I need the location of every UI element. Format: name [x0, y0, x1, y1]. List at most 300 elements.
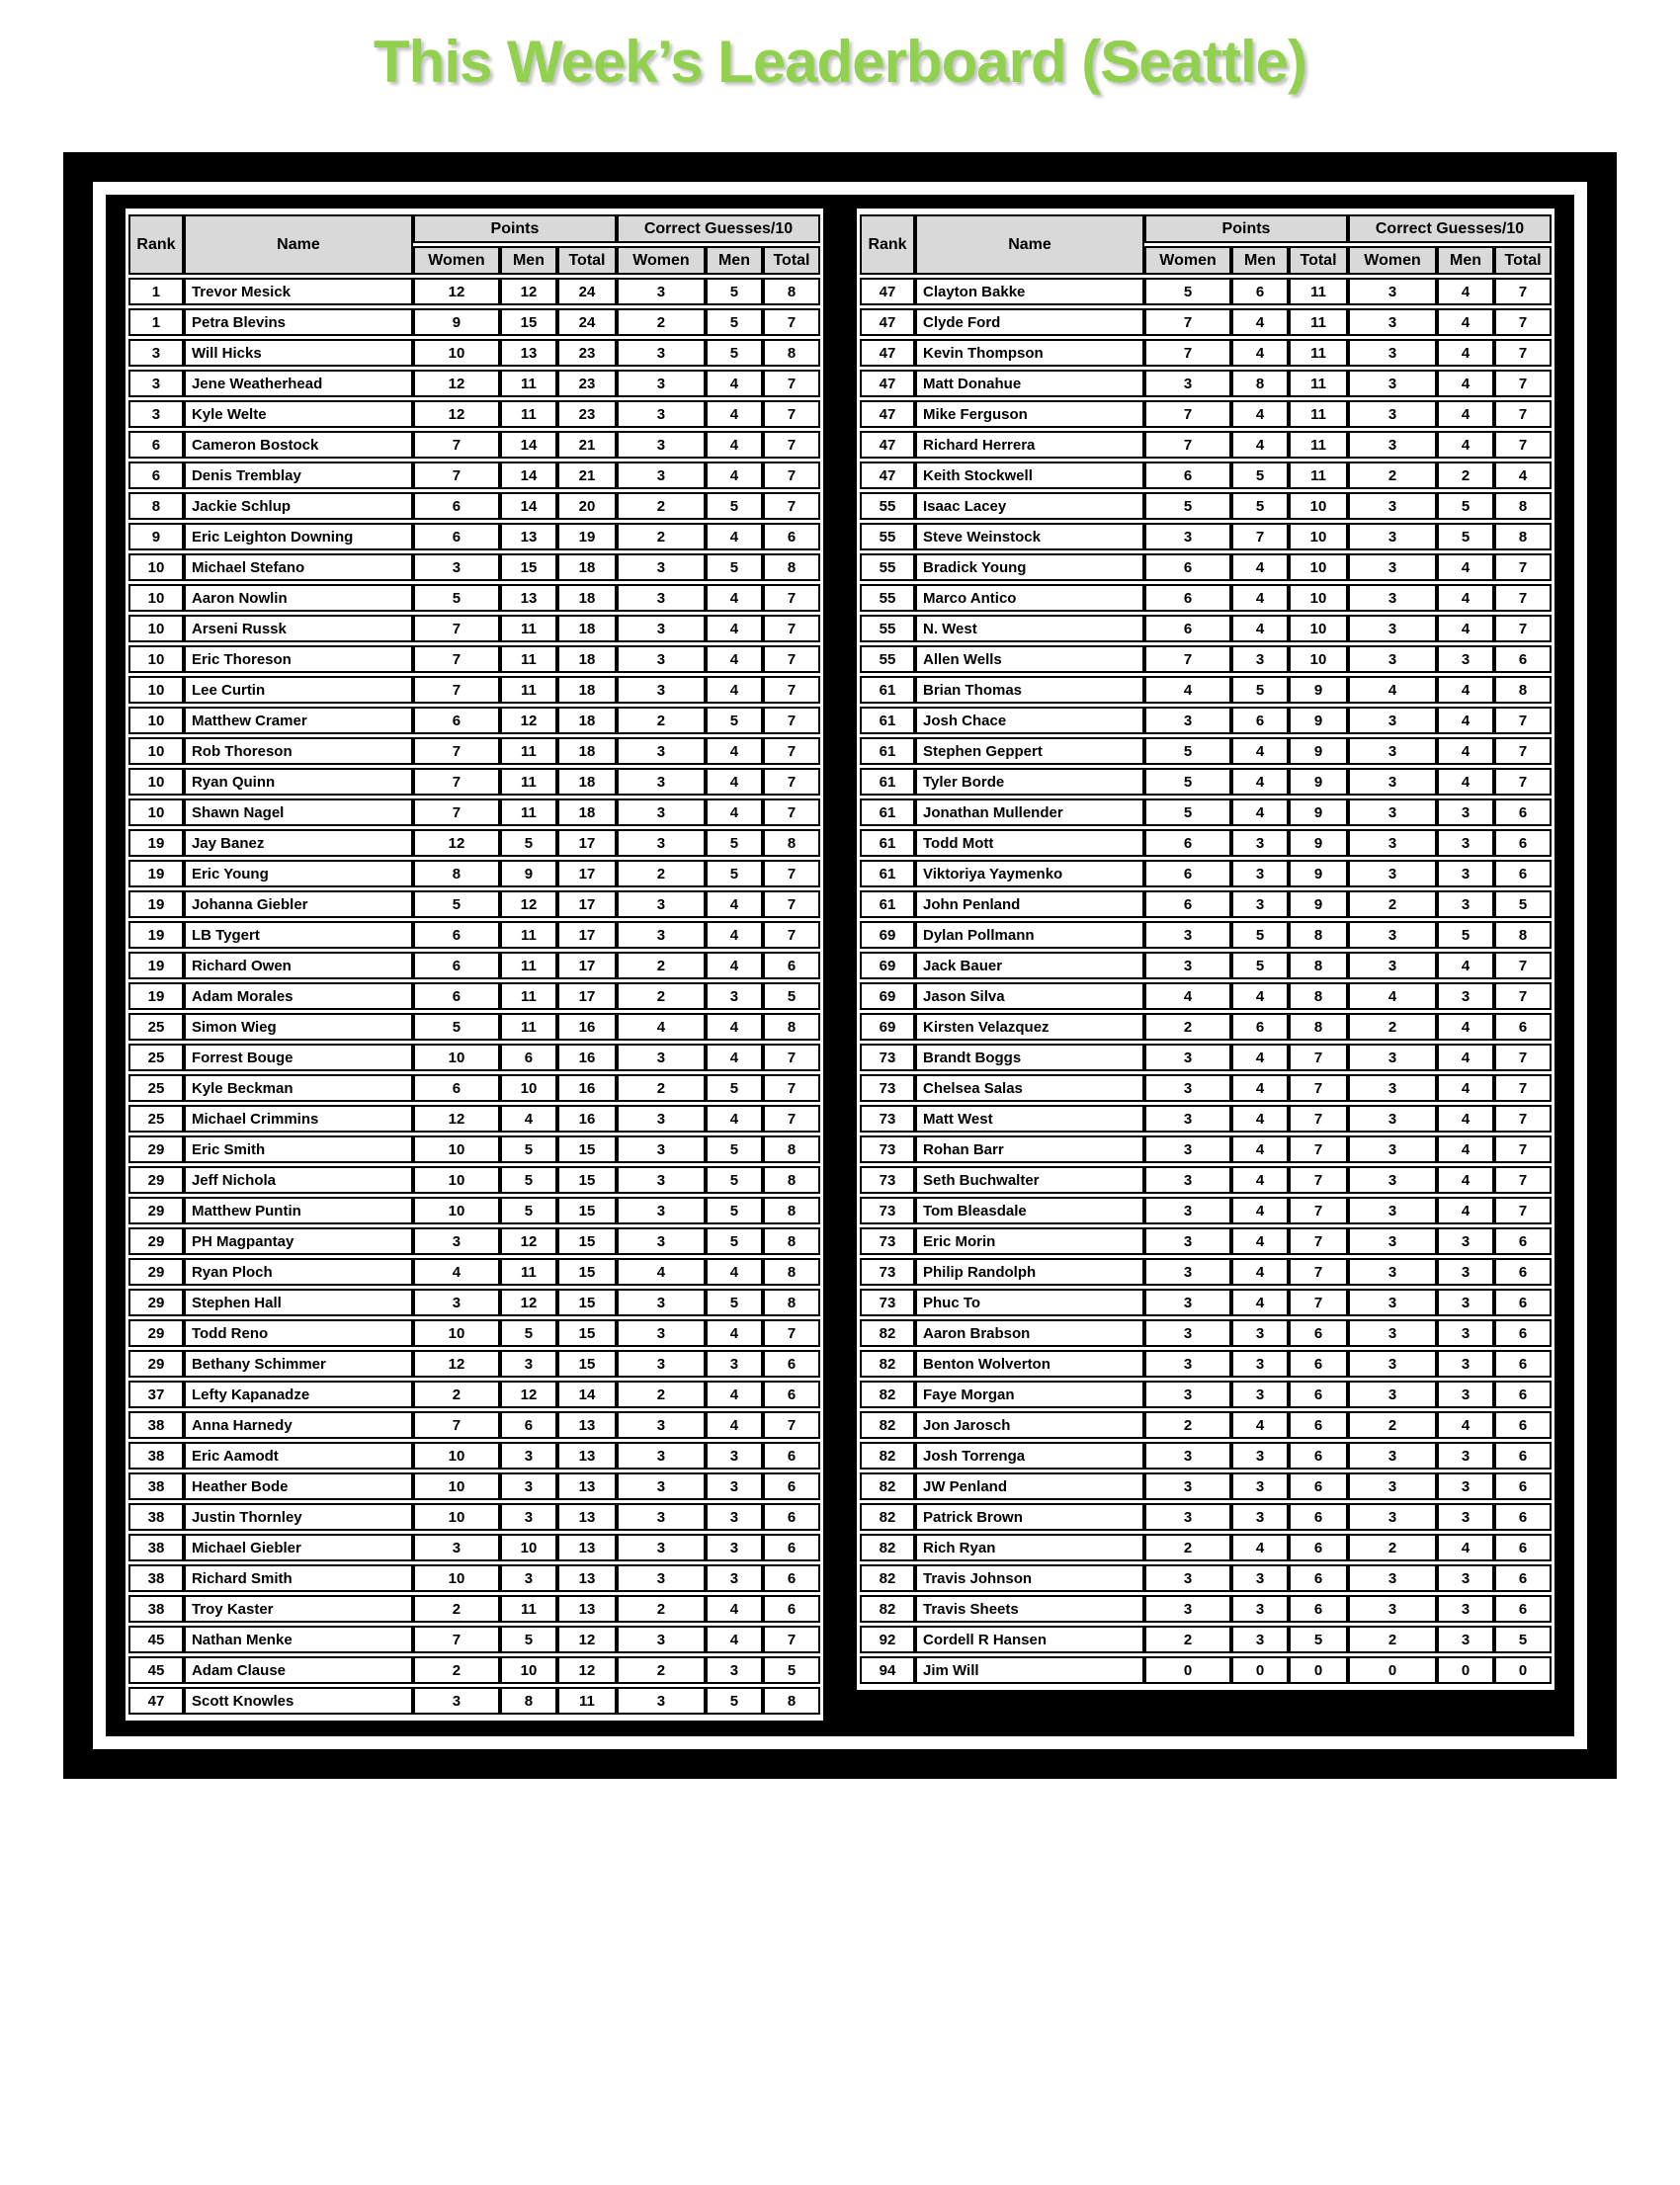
cell-points-women: 3 — [1144, 1289, 1231, 1316]
cell-points-women: 3 — [1144, 1074, 1231, 1102]
cell-points-women: 5 — [1144, 798, 1231, 826]
cell-points-men: 4 — [1231, 737, 1289, 765]
cell-guesses-men: 4 — [706, 584, 763, 612]
cell-guesses-women: 3 — [1348, 921, 1437, 949]
table-row — [860, 829, 1552, 857]
header-sub-points-total: Total — [557, 246, 617, 275]
cell-points-men: 0 — [1231, 1656, 1289, 1684]
table-row — [128, 676, 820, 704]
cell-guesses-total: 7 — [1494, 952, 1552, 979]
cell-points-women: 6 — [1144, 553, 1231, 581]
cell-points-women: 2 — [413, 1595, 500, 1623]
cell-rank: 19 — [128, 921, 184, 949]
header-name: Name — [184, 214, 413, 275]
cell-points-total: 6 — [1289, 1564, 1348, 1592]
cell-name: Jonathan Mullender — [915, 798, 1144, 826]
cell-name: Travis Sheets — [915, 1595, 1144, 1623]
cell-points-total: 9 — [1289, 676, 1348, 704]
cell-rank: 61 — [860, 890, 915, 918]
cell-points-total: 6 — [1289, 1411, 1348, 1439]
cell-points-total: 15 — [557, 1319, 617, 1347]
cell-points-women: 2 — [413, 1381, 500, 1408]
table-row — [128, 370, 820, 397]
table-row — [128, 1595, 820, 1623]
cell-guesses-total: 7 — [1494, 553, 1552, 581]
cell-rank: 6 — [128, 462, 184, 489]
cell-points-women: 3 — [1144, 921, 1231, 949]
cell-points-women: 3 — [1144, 1442, 1231, 1470]
cell-name: Johanna Giebler — [184, 890, 413, 918]
cell-name: Josh Torrenga — [915, 1442, 1144, 1470]
cell-name: Tom Bleasdale — [915, 1197, 1144, 1224]
cell-points-women: 3 — [1144, 1564, 1231, 1592]
cell-guesses-men: 3 — [1437, 860, 1494, 887]
cell-guesses-women: 3 — [617, 645, 706, 673]
cell-guesses-women: 4 — [1348, 676, 1437, 704]
table-row — [860, 676, 1552, 704]
cell-points-total: 16 — [557, 1074, 617, 1102]
cell-guesses-total: 7 — [763, 645, 820, 673]
cell-guesses-total: 7 — [763, 1626, 820, 1653]
cell-points-men: 4 — [1231, 400, 1289, 428]
cell-points-women: 5 — [413, 890, 500, 918]
cell-guesses-women: 3 — [617, 462, 706, 489]
cell-points-men: 4 — [1231, 1227, 1289, 1255]
cell-points-total: 21 — [557, 462, 617, 489]
cell-guesses-total: 6 — [763, 952, 820, 979]
cell-points-men: 11 — [500, 982, 557, 1010]
cell-points-men: 11 — [500, 676, 557, 704]
cell-guesses-total: 6 — [1494, 1258, 1552, 1286]
cell-guesses-men: 4 — [1437, 431, 1494, 459]
cell-points-men: 3 — [500, 1503, 557, 1531]
cell-guesses-men: 4 — [1437, 952, 1494, 979]
cell-guesses-women: 2 — [617, 707, 706, 734]
cell-guesses-men: 4 — [1437, 370, 1494, 397]
cell-guesses-men: 4 — [1437, 1044, 1494, 1071]
cell-guesses-men: 5 — [706, 860, 763, 887]
leaderboard-table-right — [860, 211, 1552, 1687]
cell-guesses-women: 3 — [1348, 1044, 1437, 1071]
cell-guesses-men: 4 — [706, 952, 763, 979]
cell-points-women: 5 — [1144, 737, 1231, 765]
cell-name: N. West — [915, 615, 1144, 642]
cell-points-total: 11 — [1289, 431, 1348, 459]
cell-rank: 38 — [128, 1503, 184, 1531]
cell-name: Eric Young — [184, 860, 413, 887]
cell-guesses-total: 7 — [763, 615, 820, 642]
cell-name: Isaac Lacey — [915, 492, 1144, 520]
cell-points-men: 15 — [500, 308, 557, 336]
cell-name: Brian Thomas — [915, 676, 1144, 704]
cell-guesses-men: 4 — [706, 1013, 763, 1041]
cell-guesses-women: 3 — [617, 1166, 706, 1194]
cell-guesses-men: 5 — [706, 339, 763, 367]
cell-points-total: 17 — [557, 952, 617, 979]
cell-points-men: 4 — [1231, 1289, 1289, 1316]
cell-points-women: 9 — [413, 308, 500, 336]
cell-points-women: 7 — [413, 431, 500, 459]
cell-guesses-total: 7 — [1494, 707, 1552, 734]
cell-name: LB Tygert — [184, 921, 413, 949]
cell-guesses-women: 3 — [617, 339, 706, 367]
cell-points-total: 24 — [557, 278, 617, 305]
cell-guesses-men: 4 — [706, 615, 763, 642]
cell-points-women: 2 — [1144, 1626, 1231, 1653]
cell-points-men: 14 — [500, 462, 557, 489]
cell-rank: 25 — [128, 1074, 184, 1102]
cell-guesses-total: 7 — [763, 1105, 820, 1133]
table-row — [860, 278, 1552, 305]
cell-guesses-men: 5 — [706, 829, 763, 857]
cell-guesses-total: 6 — [1494, 860, 1552, 887]
cell-points-total: 15 — [557, 1227, 617, 1255]
cell-name: Brandt Boggs — [915, 1044, 1144, 1071]
table-row — [860, 1289, 1552, 1316]
cell-points-men: 6 — [500, 1411, 557, 1439]
cell-name: PH Magpantay — [184, 1227, 413, 1255]
cell-guesses-men: 4 — [1437, 615, 1494, 642]
cell-points-men: 4 — [1231, 1411, 1289, 1439]
cell-points-women: 12 — [413, 400, 500, 428]
cell-points-total: 8 — [1289, 982, 1348, 1010]
cell-guesses-women: 3 — [1348, 1197, 1437, 1224]
table-row — [128, 1503, 820, 1531]
table-row — [860, 798, 1552, 826]
cell-points-women: 3 — [1144, 1595, 1231, 1623]
cell-points-men: 11 — [500, 645, 557, 673]
cell-guesses-men: 3 — [706, 1472, 763, 1500]
cell-guesses-women: 3 — [1348, 737, 1437, 765]
cell-points-total: 23 — [557, 400, 617, 428]
cell-points-women: 12 — [413, 370, 500, 397]
cell-name: Seth Buchwalter — [915, 1166, 1144, 1194]
cell-name: Will Hicks — [184, 339, 413, 367]
header-guesses-group: Correct Guesses/10 — [617, 214, 820, 243]
cell-points-women: 10 — [413, 339, 500, 367]
cell-guesses-total: 5 — [1494, 1626, 1552, 1653]
table-row — [128, 1105, 820, 1133]
cell-name: Travis Johnson — [915, 1564, 1144, 1592]
cell-guesses-men: 4 — [1437, 1074, 1494, 1102]
cell-guesses-total: 6 — [1494, 1319, 1552, 1347]
cell-guesses-men: 3 — [1437, 1227, 1494, 1255]
table-row — [128, 1472, 820, 1500]
cell-guesses-women: 3 — [1348, 645, 1437, 673]
table-row — [860, 1656, 1552, 1684]
table-row — [860, 860, 1552, 887]
table-row — [128, 1656, 820, 1684]
cell-name: Cameron Bostock — [184, 431, 413, 459]
table-row — [860, 400, 1552, 428]
cell-guesses-men: 5 — [706, 1197, 763, 1224]
cell-rank: 10 — [128, 584, 184, 612]
cell-name: John Penland — [915, 890, 1144, 918]
cell-rank: 19 — [128, 982, 184, 1010]
cell-guesses-women: 3 — [617, 400, 706, 428]
cell-guesses-women: 3 — [1348, 707, 1437, 734]
cell-rank: 47 — [860, 462, 915, 489]
table-row — [128, 645, 820, 673]
cell-points-men: 4 — [1231, 798, 1289, 826]
cell-rank: 10 — [128, 798, 184, 826]
cell-rank: 55 — [860, 523, 915, 550]
table-row — [128, 339, 820, 367]
cell-name: Eric Leighton Downing — [184, 523, 413, 550]
table-row — [860, 1166, 1552, 1194]
cell-points-total: 18 — [557, 676, 617, 704]
cell-points-men: 8 — [1231, 370, 1289, 397]
cell-points-men: 13 — [500, 584, 557, 612]
cell-points-men: 3 — [1231, 1442, 1289, 1470]
cell-rank: 61 — [860, 768, 915, 796]
cell-points-women: 5 — [1144, 278, 1231, 305]
cell-points-total: 13 — [557, 1564, 617, 1592]
cell-name: Michael Crimmins — [184, 1105, 413, 1133]
cell-guesses-women: 3 — [617, 1626, 706, 1653]
cell-points-total: 14 — [557, 1381, 617, 1408]
cell-name: Todd Reno — [184, 1319, 413, 1347]
cell-guesses-total: 8 — [763, 1687, 820, 1715]
table-row — [128, 1319, 820, 1347]
table-row — [860, 1013, 1552, 1041]
cell-name: Kyle Beckman — [184, 1074, 413, 1102]
cell-guesses-women: 3 — [617, 737, 706, 765]
table-header — [860, 214, 1552, 275]
cell-guesses-total: 8 — [763, 1197, 820, 1224]
cell-guesses-women: 3 — [617, 676, 706, 704]
cell-points-men: 15 — [500, 553, 557, 581]
cell-points-total: 9 — [1289, 798, 1348, 826]
cell-points-men: 4 — [1231, 615, 1289, 642]
cell-guesses-women: 3 — [617, 768, 706, 796]
cell-points-total: 23 — [557, 339, 617, 367]
cell-guesses-total: 6 — [1494, 645, 1552, 673]
cell-points-total: 12 — [557, 1656, 617, 1684]
cell-points-women: 2 — [413, 1656, 500, 1684]
cell-rank: 47 — [860, 431, 915, 459]
header-sub-points-men: Men — [1231, 246, 1289, 275]
cell-points-women: 3 — [1144, 1350, 1231, 1378]
cell-points-women: 10 — [413, 1564, 500, 1592]
table-row — [128, 1197, 820, 1224]
cell-guesses-women: 2 — [617, 860, 706, 887]
table-row — [860, 1044, 1552, 1071]
table-row — [128, 462, 820, 489]
cell-points-total: 24 — [557, 308, 617, 336]
cell-guesses-total: 7 — [1494, 1044, 1552, 1071]
cell-rank: 73 — [860, 1227, 915, 1255]
header-rank: Rank — [860, 214, 915, 275]
table-row — [860, 1197, 1552, 1224]
cell-guesses-total: 6 — [1494, 1381, 1552, 1408]
cell-points-women: 6 — [1144, 890, 1231, 918]
cell-points-men: 13 — [500, 523, 557, 550]
cell-guesses-total: 7 — [1494, 584, 1552, 612]
table-row — [128, 278, 820, 305]
cell-guesses-total: 6 — [1494, 1472, 1552, 1500]
cell-rank: 37 — [128, 1381, 184, 1408]
table-row — [860, 462, 1552, 489]
cell-guesses-total: 6 — [1494, 1013, 1552, 1041]
cell-guesses-men: 3 — [1437, 1503, 1494, 1531]
cell-points-women: 6 — [1144, 615, 1231, 642]
cell-guesses-total: 6 — [1494, 1564, 1552, 1592]
cell-points-men: 5 — [500, 829, 557, 857]
cell-guesses-women: 2 — [617, 952, 706, 979]
cell-name: Jon Jarosch — [915, 1411, 1144, 1439]
cell-points-women: 12 — [413, 278, 500, 305]
cell-guesses-total: 6 — [763, 523, 820, 550]
cell-guesses-men: 4 — [1437, 737, 1494, 765]
cell-guesses-women: 3 — [1348, 1258, 1437, 1286]
cell-guesses-total: 7 — [763, 400, 820, 428]
cell-guesses-total: 6 — [763, 1564, 820, 1592]
cell-rank: 82 — [860, 1319, 915, 1347]
cell-guesses-men: 5 — [706, 1166, 763, 1194]
cell-guesses-women: 3 — [1348, 584, 1437, 612]
cell-points-total: 9 — [1289, 890, 1348, 918]
cell-rank: 73 — [860, 1258, 915, 1286]
cell-points-total: 19 — [557, 523, 617, 550]
table-row — [860, 1472, 1552, 1500]
cell-rank: 61 — [860, 860, 915, 887]
cell-points-total: 18 — [557, 737, 617, 765]
cell-guesses-total: 7 — [1494, 1105, 1552, 1133]
cell-name: Cordell R Hansen — [915, 1626, 1144, 1653]
cell-rank: 69 — [860, 952, 915, 979]
cell-points-total: 7 — [1289, 1135, 1348, 1163]
cell-points-women: 6 — [1144, 860, 1231, 887]
cell-guesses-total: 6 — [1494, 1411, 1552, 1439]
table-row — [860, 921, 1552, 949]
cell-guesses-total: 6 — [763, 1595, 820, 1623]
cell-points-men: 11 — [500, 1595, 557, 1623]
header-row-groups — [128, 214, 820, 243]
cell-name: Trevor Mesick — [184, 278, 413, 305]
cell-points-total: 17 — [557, 890, 617, 918]
cell-guesses-total: 7 — [1494, 308, 1552, 336]
cell-guesses-men: 2 — [1437, 462, 1494, 489]
table-row — [860, 1411, 1552, 1439]
cell-guesses-women: 3 — [1348, 1503, 1437, 1531]
cell-rank: 73 — [860, 1197, 915, 1224]
cell-guesses-total: 7 — [763, 1044, 820, 1071]
cell-points-women: 10 — [413, 1044, 500, 1071]
cell-points-total: 15 — [557, 1258, 617, 1286]
cell-guesses-total: 8 — [763, 1227, 820, 1255]
cell-guesses-total: 8 — [763, 339, 820, 367]
cell-points-women: 7 — [1144, 645, 1231, 673]
cell-guesses-total: 7 — [1494, 431, 1552, 459]
cell-rank: 47 — [860, 370, 915, 397]
cell-name: Bradick Young — [915, 553, 1144, 581]
cell-guesses-total: 8 — [763, 1013, 820, 1041]
cell-points-women: 6 — [413, 982, 500, 1010]
cell-guesses-women: 3 — [617, 890, 706, 918]
cell-rank: 38 — [128, 1472, 184, 1500]
cell-rank: 82 — [860, 1595, 915, 1623]
cell-name: Forrest Bouge — [184, 1044, 413, 1071]
table-row — [860, 890, 1552, 918]
cell-points-men: 4 — [1231, 339, 1289, 367]
cell-name: Matthew Puntin — [184, 1197, 413, 1224]
cell-guesses-men: 4 — [1437, 1135, 1494, 1163]
cell-points-women: 3 — [413, 553, 500, 581]
cell-points-women: 7 — [413, 1411, 500, 1439]
cell-guesses-total: 7 — [763, 676, 820, 704]
cell-points-men: 12 — [500, 707, 557, 734]
cell-name: Allen Wells — [915, 645, 1144, 673]
cell-points-women: 10 — [413, 1166, 500, 1194]
cell-rank: 73 — [860, 1166, 915, 1194]
cell-guesses-total: 7 — [1494, 1135, 1552, 1163]
cell-name: Richard Smith — [184, 1564, 413, 1592]
cell-guesses-total: 8 — [1494, 523, 1552, 550]
table-row — [860, 1105, 1552, 1133]
cell-rank: 73 — [860, 1105, 915, 1133]
cell-points-total: 10 — [1289, 615, 1348, 642]
table-row — [128, 308, 820, 336]
cell-guesses-women: 3 — [1348, 1227, 1437, 1255]
cell-points-women: 3 — [1144, 1319, 1231, 1347]
cell-guesses-men: 4 — [1437, 1105, 1494, 1133]
table-row — [860, 645, 1552, 673]
header-sub-guesses-men: Men — [706, 246, 763, 275]
cell-guesses-men: 3 — [1437, 1626, 1494, 1653]
cell-points-women: 3 — [1144, 952, 1231, 979]
cell-guesses-total: 7 — [763, 921, 820, 949]
cell-guesses-women: 3 — [1348, 768, 1437, 796]
cell-guesses-total: 6 — [763, 1350, 820, 1378]
cell-guesses-men: 3 — [706, 1350, 763, 1378]
cell-guesses-women: 3 — [1348, 1105, 1437, 1133]
cell-name: Eric Thoreson — [184, 645, 413, 673]
cell-guesses-men: 4 — [1437, 707, 1494, 734]
cell-guesses-women: 3 — [617, 1319, 706, 1347]
cell-guesses-total: 7 — [763, 1074, 820, 1102]
cell-name: Tyler Borde — [915, 768, 1144, 796]
cell-guesses-men: 4 — [1437, 584, 1494, 612]
cell-points-men: 4 — [1231, 1197, 1289, 1224]
cell-points-total: 17 — [557, 982, 617, 1010]
cell-name: Phuc To — [915, 1289, 1144, 1316]
cell-guesses-total: 8 — [763, 553, 820, 581]
cell-points-men: 3 — [1231, 829, 1289, 857]
cell-points-total: 13 — [557, 1503, 617, 1531]
cell-rank: 10 — [128, 553, 184, 581]
cell-points-women: 3 — [1144, 1166, 1231, 1194]
cell-points-men: 3 — [1231, 1595, 1289, 1623]
leaderboard-table-left — [128, 211, 820, 1718]
cell-guesses-men: 3 — [706, 1442, 763, 1470]
cell-guesses-total: 8 — [1494, 676, 1552, 704]
cell-points-women: 3 — [413, 1534, 500, 1561]
table-row — [860, 1564, 1552, 1592]
cell-points-total: 6 — [1289, 1381, 1348, 1408]
cell-name: Aaron Brabson — [915, 1319, 1144, 1347]
cell-points-women: 10 — [413, 1442, 500, 1470]
cell-name: Lefty Kapanadze — [184, 1381, 413, 1408]
cell-points-women: 3 — [1144, 1503, 1231, 1531]
cell-name: JW Penland — [915, 1472, 1144, 1500]
cell-points-women: 3 — [1144, 523, 1231, 550]
header-sub-guesses-men: Men — [1437, 246, 1494, 275]
cell-points-women: 6 — [413, 952, 500, 979]
cell-points-women: 10 — [413, 1135, 500, 1163]
cell-name: Jim Will — [915, 1656, 1144, 1684]
cell-guesses-total: 6 — [1494, 1503, 1552, 1531]
